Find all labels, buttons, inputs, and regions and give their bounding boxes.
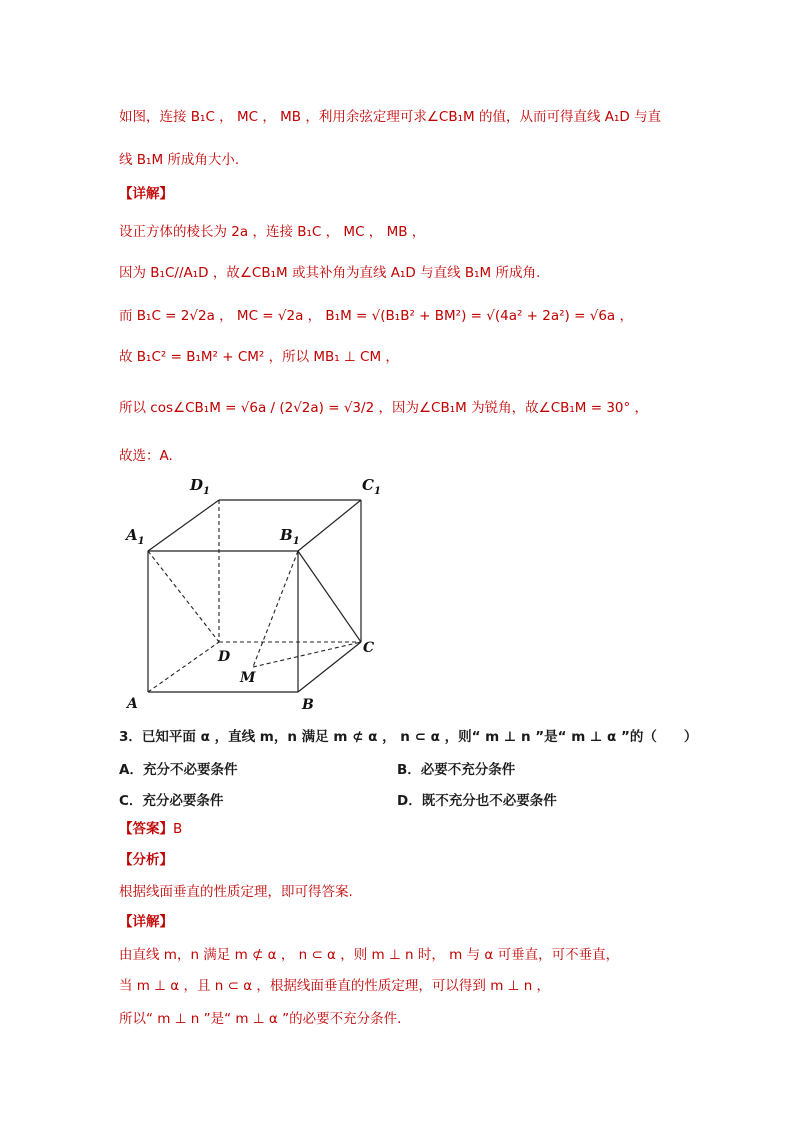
label-C1: $C_1$ (362, 476, 381, 497)
label-B1: $B_1$ (280, 526, 300, 547)
label-M: M (240, 670, 256, 686)
label-C: C (363, 640, 375, 656)
label-B: B (302, 697, 314, 713)
option-b: B．必要不充分条件 (397, 762, 516, 778)
text-line-1: 如图，连接 B₁C ， MC ， MB ，利用余弦定理可求∠CB₁M 的值，从而可得直线 A₁D 与直 (119, 109, 662, 125)
text-line-5: 而 B₁C = 2√2a ， MC = √2a ， B₁M = √(B₁B² + BM²) = √(4a² + 2a²) = √6a ， (119, 308, 633, 324)
detail-line-3: 所以“ m ⊥ n ”是“ m ⊥ α ”的必要不充分条件. (119, 1011, 402, 1027)
text-line-4: 因为 B₁C//A₁D ，故∠CB₁M 或其补角为直线 A₁D 与直线 B₁M 所成角. (119, 265, 541, 281)
detail-heading-2: 【详解】 (119, 914, 173, 930)
label-D: D (218, 649, 231, 665)
analysis-heading: 【分析】 (119, 852, 173, 868)
option-c: C．充分必要条件 (119, 793, 224, 809)
answer-value: B (173, 821, 183, 837)
label-A: A (127, 696, 138, 712)
text-line-3: 设正方体的棱长为 2a ，连接 B₁C ， MC ， MB ， (119, 224, 426, 240)
detail-line-1: 由直线 m，n 满足 m ⊄ α ， n ⊂ α ，则 m ⊥ n 时， m 与 α 可垂直，可不垂直， (119, 947, 620, 963)
option-d: D．既不充分也不必要条件 (397, 793, 557, 809)
question-stem: 3．已知平面 α ，直线 m，n 满足 m ⊄ α ， n ⊂ α ，则“ m ⊥ n ”是“ m ⊥ α ”的（ ） (119, 729, 698, 745)
label-D1: $D_1$ (190, 476, 210, 497)
label-A1: $A_1$ (126, 526, 145, 547)
analysis-text: 根据线面垂直的性质定理，即可得答案. (119, 884, 353, 900)
option-a: A．充分不必要条件 (119, 762, 238, 778)
detail-heading-1: 【详解】 (119, 186, 173, 202)
text-line-8: 故选：A. (119, 448, 173, 464)
answer-line (119, 819, 182, 839)
text-line-2: 线 B₁M 所成角大小. (119, 152, 240, 168)
answer-label: 【答案】 (119, 821, 173, 837)
text-line-6: 故 B₁C² = B₁M² + CM² ，所以 MB₁ ⊥ CM ， (119, 349, 399, 365)
text-line-7: 所以 cos∠CB₁M = √6a / (2√2a) = √3/2 ，因为∠CB₁M 为锐角，故∠CB₁M = 30° ， (119, 400, 649, 416)
detail-line-2: 当 m ⊥ α ，且 n ⊂ α ，根据线面垂直的性质定理，可以得到 m ⊥ n ， (119, 978, 551, 994)
